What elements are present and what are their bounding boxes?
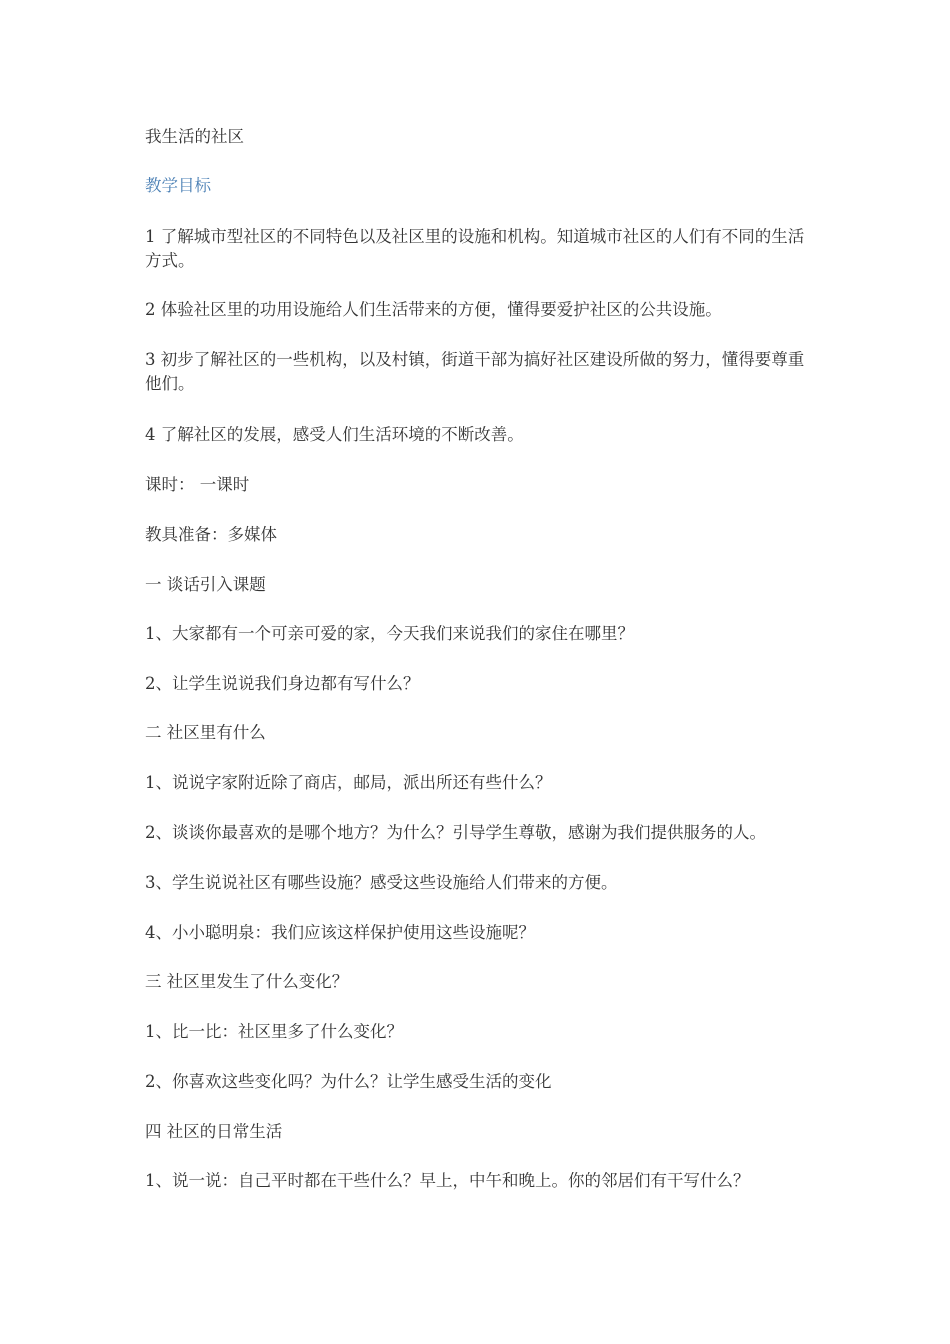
teaching-materials: 教具准备：多媒体 <box>145 525 277 544</box>
section-2-heading: 二 社区里有什么 <box>145 723 266 742</box>
objective-2: 2 体验社区里的功用设施给人们生活带来的方便，懂得要爱护社区的公共设施。 <box>145 300 722 319</box>
section-2-item-3: 3、学生说说社区有哪些设施？感受这些设施给人们带来的方便。 <box>145 873 618 892</box>
section-2-item-2: 2、谈谈你最喜欢的是哪个地方？为什么？引导学生尊敬，感谢为我们提供服务的人。 <box>145 823 766 842</box>
section-3-item-1: 1、比一比：社区里多了什么变化？ <box>145 1022 403 1041</box>
section-3-item-2: 2、你喜欢这些变化吗？为什么？让学生感受生活的变化 <box>145 1072 552 1091</box>
section-2-item-1: 1、说说字家附近除了商店，邮局，派出所还有些什么？ <box>145 773 552 792</box>
objective-1: 1 了解城市型社区的不同特色以及社区里的设施和机构。知道城市社区的人们有不同的生活方式。 <box>145 227 805 270</box>
class-hours: 课时： 一课时 <box>145 475 250 494</box>
document-title: 我生活的社区 <box>145 127 244 146</box>
section-2-item-4: 4、小小聪明泉：我们应该这样保护使用这些设施呢？ <box>145 923 535 942</box>
objective-3: 3 初步了解社区的一些机构，以及村镇，街道干部为搞好社区建设所做的努力，懂得要尊重他们。 <box>145 350 805 393</box>
section-4-heading: 四 社区的日常生活 <box>145 1122 283 1141</box>
section-1-item-2: 2、让学生说说我们身边都有写什么？ <box>145 674 420 693</box>
section-3-heading: 三 社区里发生了什么变化？ <box>145 972 349 991</box>
section-4-item-1: 1、说一说：自己平时都在干些什么？早上，中午和晚上。你的邻居们有干写什么？ <box>145 1171 750 1190</box>
section-1-heading: 一 谈话引入课题 <box>145 575 266 594</box>
objectives-heading: 教学目标 <box>145 176 211 195</box>
objective-4: 4 了解社区的发展，感受人们生活环境的不断改善。 <box>145 425 524 444</box>
section-1-item-1: 1、大家都有一个可亲可爱的家，今天我们来说我们的家住在哪里？ <box>145 624 634 643</box>
